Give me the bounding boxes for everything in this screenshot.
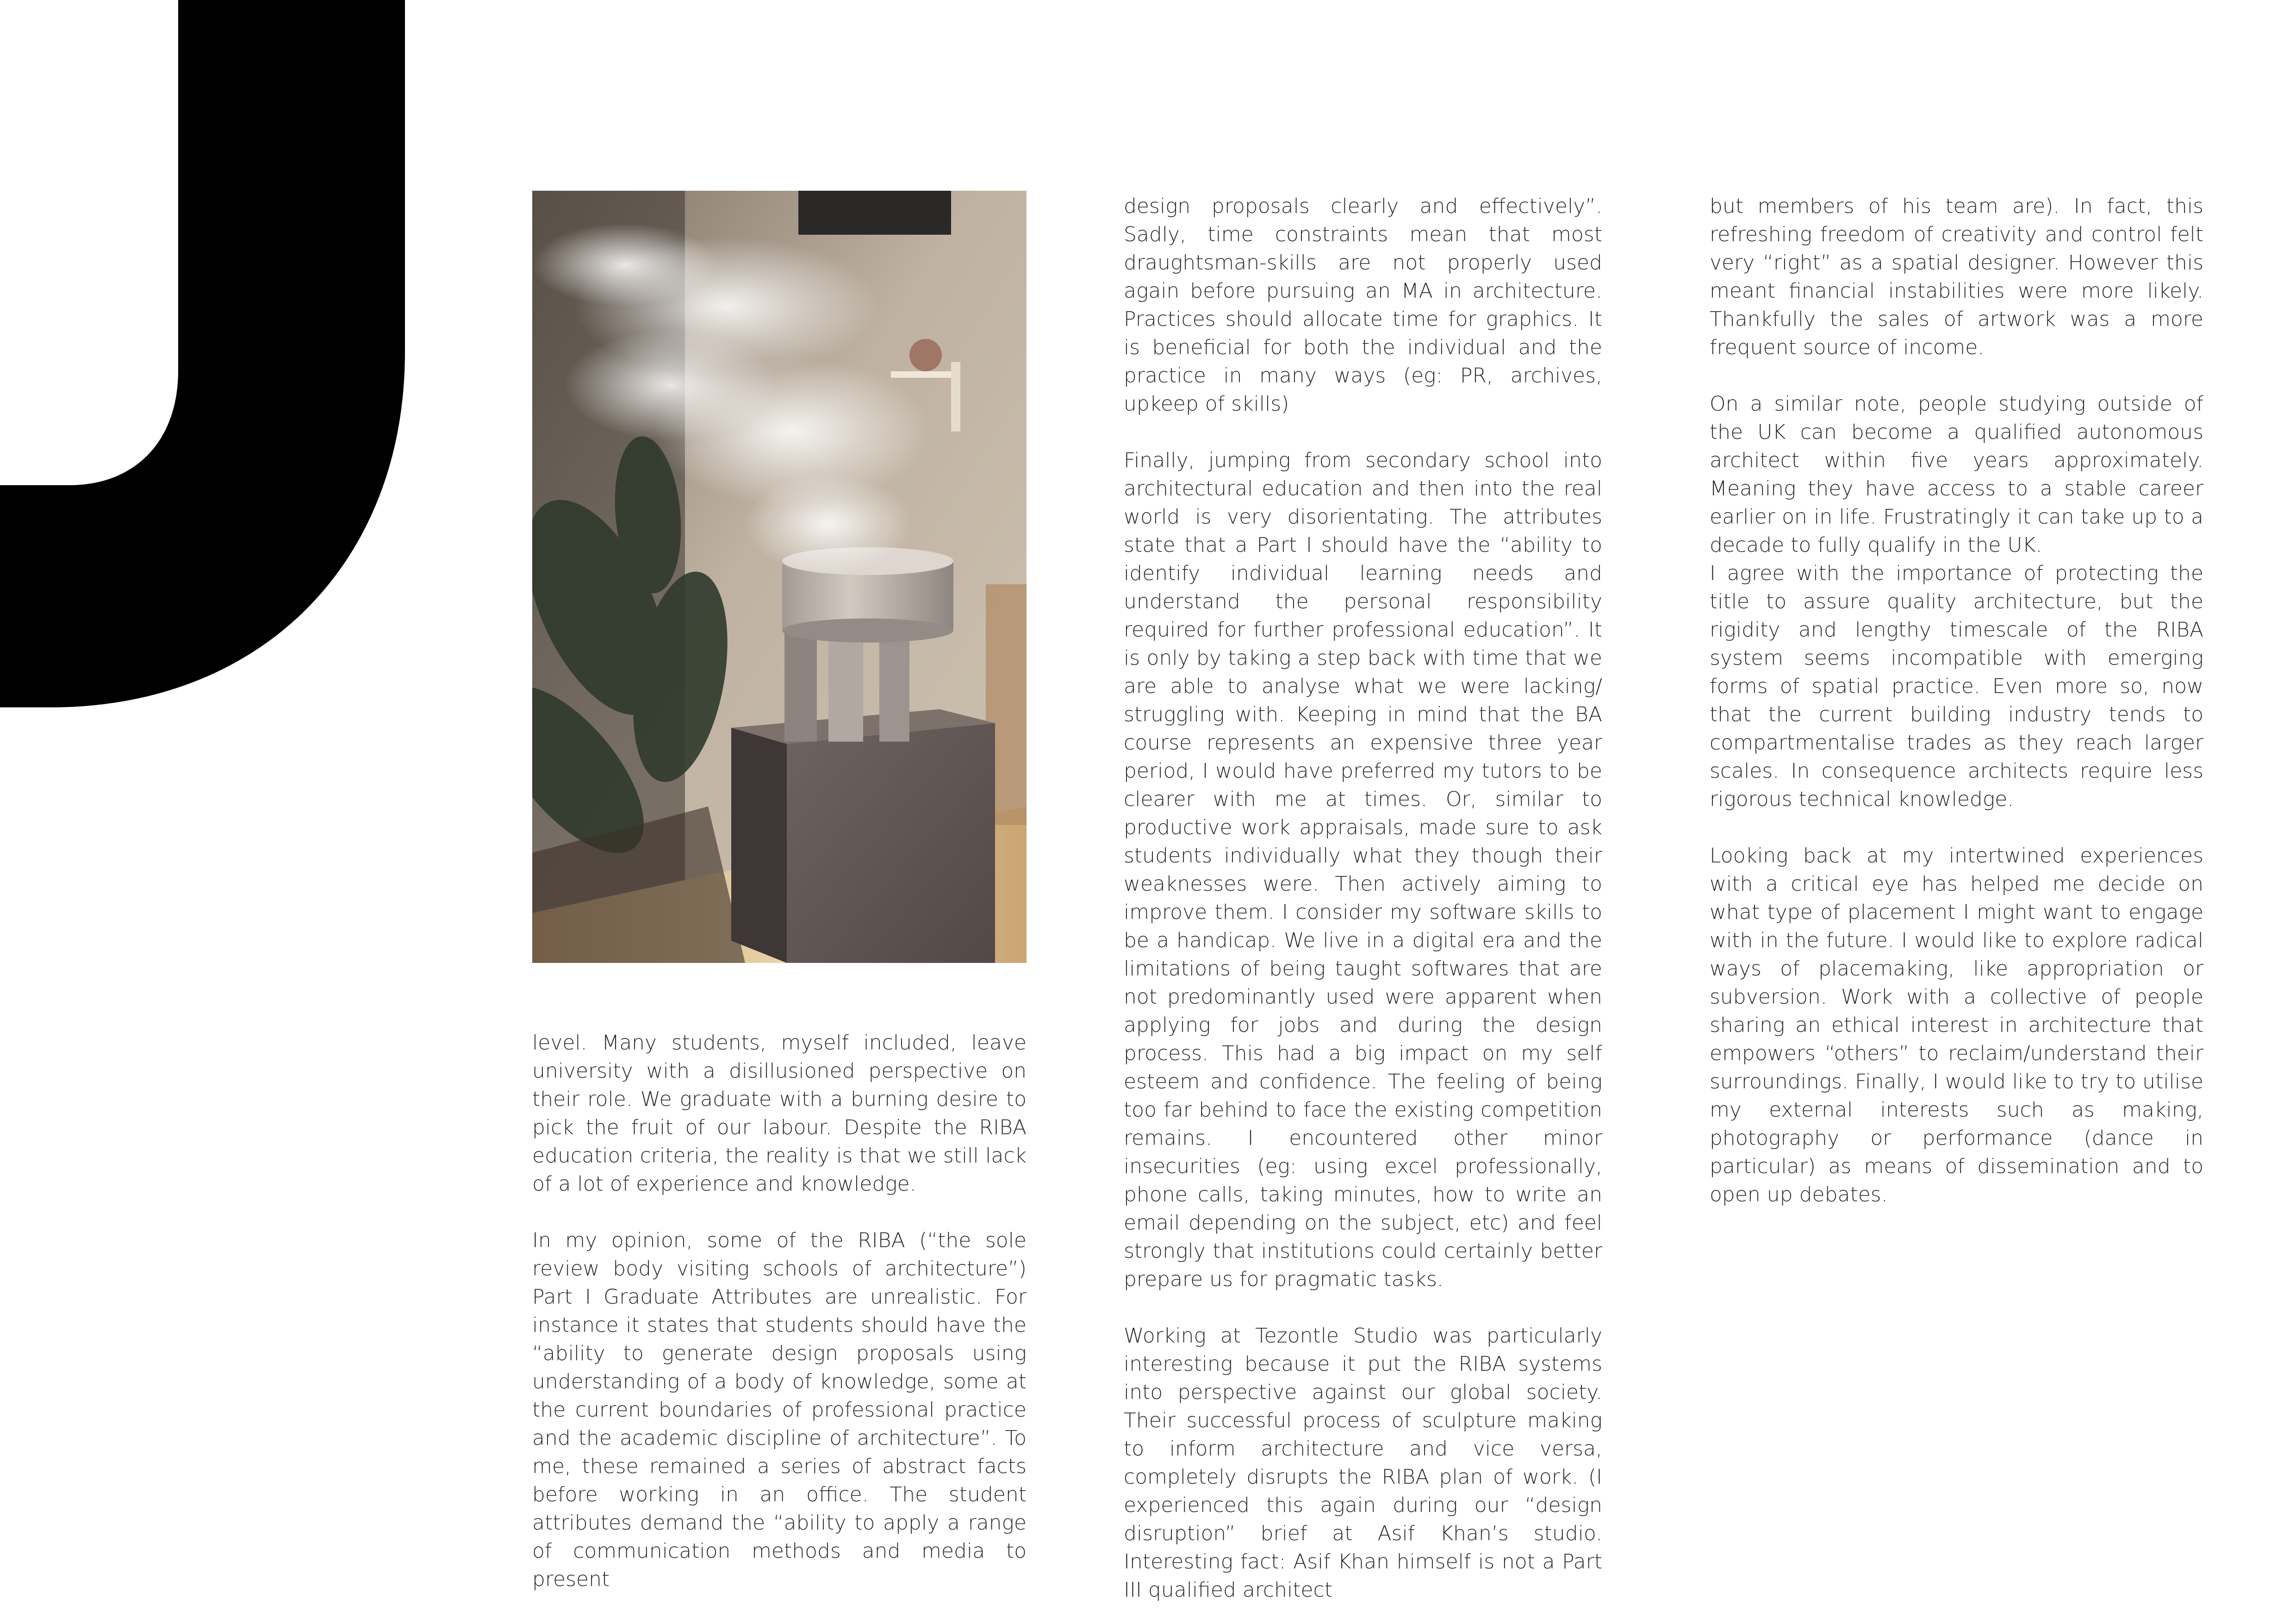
column-2-paragraph-1: design proposals clearly and effectively”. Sadly, time constraints mean that most draughtsman-skills are not properly used again before pursuing an MA in architecture. Practices should allocate time for graphics. It is beneficial for both the individual and the practice in many ways (eg: PR, archives, upkeep of skills) [1124, 194, 1602, 416]
column-1-paragraph-2: In my opinion, some of the RIBA (“the sole review body visiting schools of architecture”) Part I Graduate Attributes are unrealistic. For instance it states that students should have the “ability to generate design proposals using understanding of a body of knowledge, some at the current boundaries of professional practice and the academic discipline of architecture”. To me, these remained a series of abstract facts before working in an office. The student attributes demand the “ability to apply a range of communication methods and media to present [532, 1229, 1027, 1591]
column-3-paragraph-1: but members of his team are). In fact, this refreshing freedom of creativity and control felt very “right” as a spatial designer. However this meant financial instabilities were more likely. Thankfully the sales of artwork was a more frequent source of income. [1710, 194, 2203, 359]
corner-graphic-shape [0, 0, 407, 708]
concrete-incense-burner-photo [532, 191, 1027, 963]
column-3-paragraph-2: On a similar note, people studying outside of the UK can become a qualified autonomous architect within five years approximately. Meaning they have access to a stable career earlier on in life. Frustratingly it can take up to a decade to fully qualify in the UK. I agree with the importance of protecting the title to assure quality architecture, but the rigidity and lengthy timescale of the RIBA system seems incompatible with emerging forms of spatial practice. Even more so, now that the current building industry tends to compartmentalise trades as they reach larger scales. In consequence architects require less rigorous technical knowledge. [1710, 392, 2203, 811]
text-column-2 [1124, 192, 1602, 1604]
text-column-3 [1710, 192, 2203, 1209]
text-column-1 [532, 1029, 1027, 1593]
column-1-paragraph-1: level. Many students, myself included, leave university with a disillusioned perspective on their role. We graduate with a burning desire to pick the fruit of our labour. Despite the RIBA education criteria, the reality is that we still lack of a lot of experience and knowledge. [532, 1031, 1027, 1196]
column-3-paragraph-3: Looking back at my intertwined experiences with a critical eye has helped me decide on what type of placement I might want to engage with in the future. I would like to explore radical ways of placemaking, like appropriation or subversion. Work with a collective of people sharing an ethical interest in architecture that empowers “others” to reclaim/understand their surroundings. Finally, I would like to try to utilise my external interests such as making, photography or performance (dance in particular) as means of dissemination and to open up debates. [1710, 844, 2203, 1206]
column-2-paragraph-3: Working at Tezontle Studio was particularly interesting because it put the RIBA systems into perspective against our global society. Their successful process of sculpture making to inform architecture and vice versa, completely disrupts the RIBA plan of work. (I experienced this again during our “design disruption” brief at Asif Khan’s studio. Interesting fact: Asif Khan himself is not a Part III qualified architect [1124, 1324, 1602, 1602]
column-2-paragraph-2: Finally, jumping from secondary school into architectural education and then into the real world is very disorientating. The attributes state that a Part I should have the “ability to identify individual learning needs and understand the personal responsibility required for further professional education”. It is only by taking a step back with time that we are able to analyse what we were lacking/ struggling with. Keeping in mind that the BA course represents an expensive three year period, I would have preferred my tutors to be clearer with me at times. Or, similar to productive work appraisals, made sure to ask students individually what they though their weaknesses were. Then actively aiming to improve them. I consider my software skills to be a handicap. We live in a digital era and the limitations of being taught softwares that are not predominantly used were apparent when applying for jobs and during the design process. This had a big impact on my self esteem and confidence. The feeling of being too far behind to face the existing competition remains. I encountered other minor insecurities (eg: using excel professionally, phone calls, taking minutes, how to write an email depending on the subject, etc) and feel strongly that institutions could certainly better prepare us for pragmatic tasks. [1124, 449, 1602, 1291]
